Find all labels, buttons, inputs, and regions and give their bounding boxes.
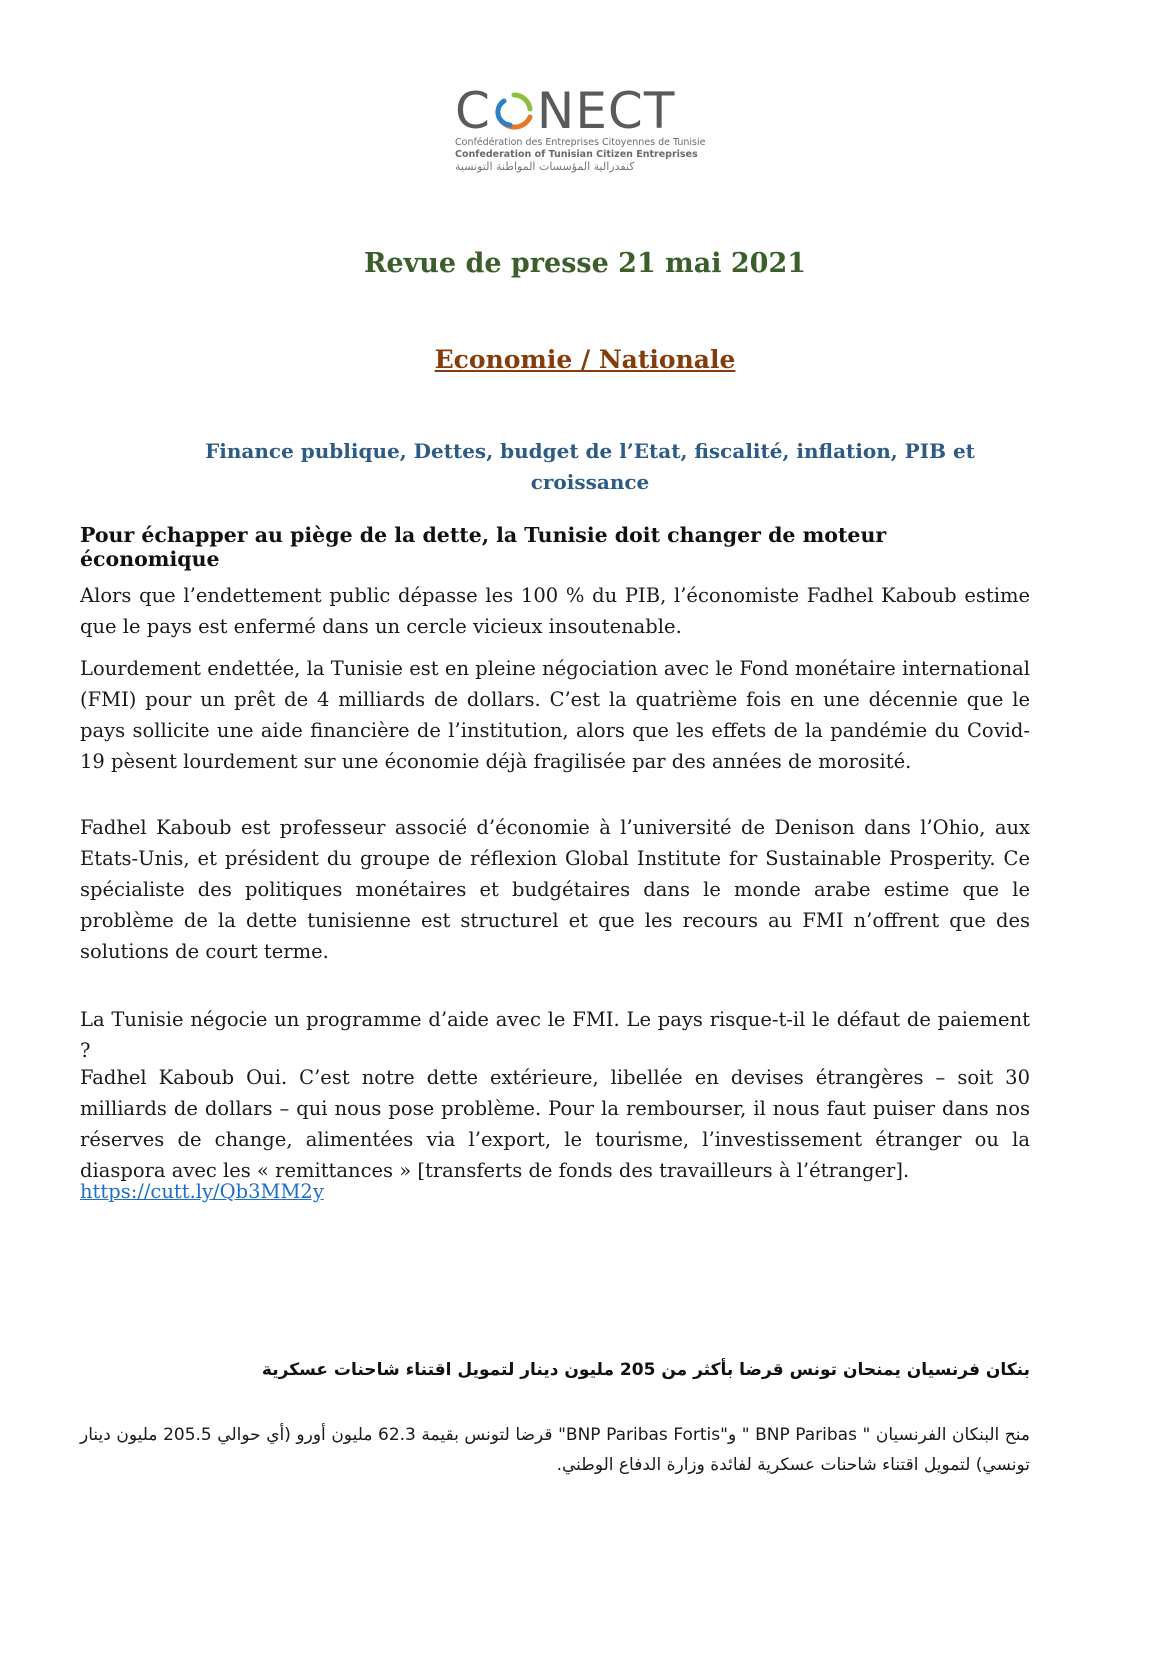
article-paragraph: Alors que l’endettement public dépasse les 100 % du PIB, l’économiste Fadhel Kaboub estime que le pays est enfermé dans un cercle vicieux insoutenable. xyxy=(80,584,1030,638)
logo-letter-c: C xyxy=(455,82,491,140)
section-heading: Economie / Nationale xyxy=(434,345,736,374)
arabic-article-headline: بنكان فرنسيان يمنحان تونس قرضا بأكثر من 205 مليون دينار لتمويل اقتناء شاحنات عسكرية xyxy=(261,1360,1030,1380)
logo-subtitle-ar: كنفدرالية المؤسسات المواطنة التونسية xyxy=(455,160,635,173)
logo-circle-icon xyxy=(492,89,536,133)
logo-letters-nect: NECT xyxy=(536,82,676,140)
article-link[interactable]: https://cutt.ly/Qb3MM2y xyxy=(80,1180,324,1203)
article-headline: Pour échapper au piège de la dette, la Tunisie doit changer de moteur économique xyxy=(80,523,887,571)
logo-subtitle-en: Confederation of Tunisian Citizen Entreprises xyxy=(455,149,698,160)
article-paragraph: Lourdement endettée, la Tunisie est en pleine négociation avec le Fond monétaire international (FMI) pour un prêt de 4 milliards de dollars. C’est la quatrième fois en une décennie que le pays sollicite une aide financière de l’institution, alors que les effets de la pandémie du Covid-19 pèsent lourdement sur une économie déjà fragilisée par des années de morosité. xyxy=(80,657,1030,773)
page-title: Revue de presse 21 mai 2021 xyxy=(363,248,807,279)
article-paragraph: Fadhel Kaboub est professeur associé d’économie à l’université de Denison dans l’Ohio, aux Etats-Unis, et président du groupe de réflexion Global Institute for Sustainable Prosperity. Ce spécialiste des politiques monétaires et budgétaires dans le monde arabe estime que le problème de la dette tunisienne est structurel et que les recours au FMI n’offrent que des solutions de court terme. xyxy=(80,816,1030,963)
subsection-heading: Finance publique, Dettes, budget de l’Etat, fiscalité, inflation, PIB et croissance xyxy=(205,439,975,494)
conect-logo xyxy=(455,82,715,185)
article-paragraph: Fadhel Kaboub Oui. C’est notre dette extérieure, libellée en devises étrangères – soit 30 milliards de dollars – qui nous pose problème. Pour la rembourser, il nous faut puiser dans nos réserves de change, alimentées via l’export, le tourisme, l’investissement étranger ou la diaspora avec les « remittances » [transferts de fonds des travailleurs à l’étranger]. xyxy=(80,1066,1030,1182)
logo-subtitle-fr: Confédération des Entreprises Citoyennes de Tunisie xyxy=(455,137,706,148)
article-question: La Tunisie négocie un programme d’aide avec le FMI. Le pays risque-t-il le défaut de paiement ? xyxy=(80,1008,1030,1062)
logo-wordmark xyxy=(455,82,715,140)
arabic-article-paragraph: منح البنكان الفرنسيان " BNP Paribas " و"BNP Paribas Fortis" قرضا لتونس بقيمة 62.3 مليون أورو (أي حوالي 205.5 مليون دينار تونسي) لتمويل اقتناء شاحنات عسكرية لفائدة وزارة الدفاع الوطني. xyxy=(80,1425,1030,1475)
